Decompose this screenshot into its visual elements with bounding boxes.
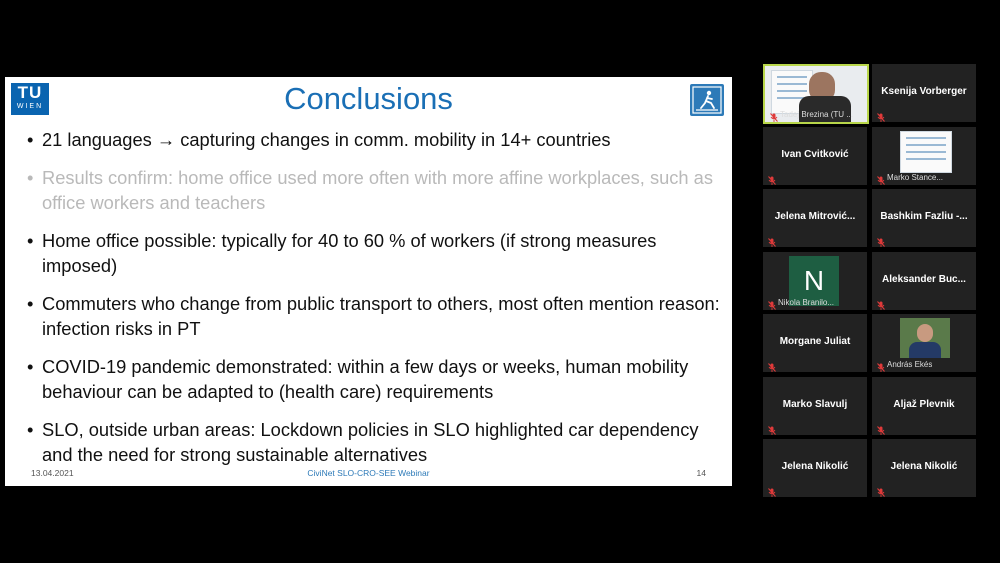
participant-tile[interactable] — [872, 377, 976, 435]
muted-mic-icon — [768, 172, 776, 181]
muted-mic-icon — [877, 359, 885, 368]
participant-tile[interactable] — [872, 189, 976, 247]
participant-name: Aleksander Buc... — [882, 273, 966, 285]
muted-mic-icon — [770, 109, 778, 118]
avatar: N — [789, 256, 839, 306]
participant-tile[interactable] — [872, 439, 976, 497]
participant-tile[interactable] — [872, 127, 976, 185]
participant-tile[interactable] — [763, 189, 867, 247]
participant-name: Jelena Mitrović... — [774, 211, 856, 222]
participant-tile[interactable] — [763, 64, 869, 124]
bullet-item: • 21 languages → capturing changes in comm. mobility in 14+ countries — [27, 127, 727, 152]
slide-title: Conclusions — [284, 81, 453, 116]
participant-name: Morgane Juliat — [779, 336, 851, 347]
muted-mic-icon — [768, 422, 776, 431]
participant-label: Marko Stance... — [887, 172, 944, 182]
bullet-item: • SLO, outside urban areas: Lockdown policies in SLO highlighted car dependency and the need for strong sustainable alternatives — [27, 417, 727, 467]
participant-tile[interactable] — [872, 252, 976, 310]
participant-tile[interactable] — [872, 64, 976, 122]
muted-mic-icon — [877, 234, 885, 243]
muted-mic-icon — [768, 484, 776, 493]
participant-tile[interactable] — [763, 127, 867, 185]
participant-label: Tadej Brezina (TU ... — [780, 110, 853, 119]
participant-name: Ksenija Vorberger — [881, 86, 967, 97]
participant-tile[interactable] — [763, 252, 867, 310]
bullet-item: • Home office possible: typically for 40 to 60 % of workers (if strong measures imposed) — [27, 228, 727, 278]
bullet-list — [27, 127, 727, 480]
muted-mic-icon — [877, 484, 885, 493]
muted-mic-icon — [768, 234, 776, 243]
bullet-item: • COVID-19 pandemic demonstrated: within a few days or weeks, human mobility behaviour can be adapted to (health care) requirements — [27, 354, 727, 404]
participant-name: Marko Slavulj — [782, 398, 848, 410]
participant-tile[interactable] — [763, 439, 867, 497]
participant-name: Bashkim Fazliu -... — [880, 211, 968, 222]
participant-tile[interactable] — [763, 377, 867, 435]
footer-page-number: 14 — [696, 468, 706, 478]
footer-date: 13.04.2021 — [31, 468, 74, 478]
participant-name: Jelena Nikolić — [781, 461, 849, 472]
participant-photo — [900, 318, 950, 358]
participant-name: Ivan Cvitković — [781, 148, 849, 160]
logo-line1: TU — [17, 83, 43, 102]
participant-label: András Ekés — [887, 360, 933, 369]
muted-mic-icon — [768, 359, 776, 368]
muted-mic-icon — [877, 172, 885, 181]
muted-mic-icon — [877, 422, 885, 431]
participant-tile[interactable] — [872, 314, 976, 372]
muted-mic-icon — [877, 297, 885, 306]
footer-event: CiviNet SLO-CRO-SEE Webinar — [307, 468, 430, 478]
muted-mic-icon — [768, 297, 776, 306]
muted-mic-icon — [877, 109, 885, 118]
pedestrian-crossing-icon — [690, 84, 724, 116]
shared-slide — [5, 77, 732, 486]
logo-line2: WIEN — [16, 103, 44, 110]
participant-name: Jelena Nikolić — [890, 461, 958, 472]
bullet-item: • Commuters who change from public transport to others, most often mention reason: infection risks in PT — [27, 291, 727, 341]
shared-doc-thumbnail — [900, 131, 952, 173]
participant-name: Aljaž Plevnik — [893, 398, 955, 410]
participant-label: Nikola Branilo... — [778, 297, 835, 307]
bullet-item: • Results confirm: home office used more often with more affine workplaces, such as office workers and teachers — [27, 165, 727, 215]
participant-tile[interactable] — [763, 314, 867, 372]
